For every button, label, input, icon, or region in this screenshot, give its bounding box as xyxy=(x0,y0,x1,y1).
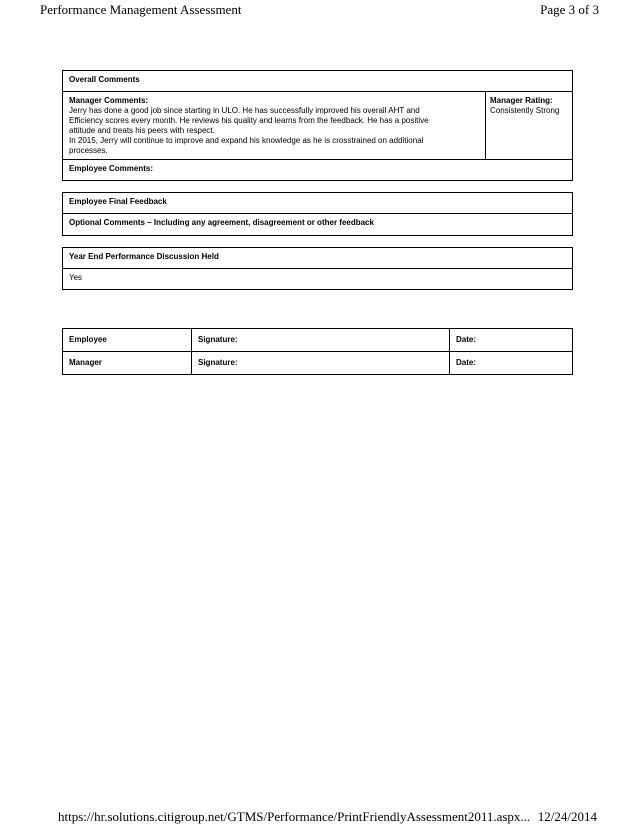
manager-comments-line: In 2015, Jerry will continue to improve and expand his knowledge as he is crosstrained on additional xyxy=(69,136,424,145)
page-number: Page 3 of 3 xyxy=(540,2,599,17)
manager-comments-line: Efficiency scores every month. He reviews his quality and learns from the feedback. He has a positive xyxy=(69,116,429,125)
final-feedback-title: Employee Final Feedback xyxy=(69,197,167,206)
signatures-section xyxy=(62,328,573,375)
manager-comments-cell xyxy=(63,92,486,159)
optional-comments-label: Optional Comments – Including any agreement, disagreement or other feedback xyxy=(63,213,572,235)
signature-role: Employee xyxy=(63,329,192,352)
discussion-value: Yes xyxy=(63,268,572,289)
manager-rating-cell xyxy=(486,92,572,159)
final-feedback-section xyxy=(62,192,573,236)
manager-comments-line: attitude and treats his peers with respect. xyxy=(69,126,215,135)
signature-field[interactable]: Signature: xyxy=(192,329,450,352)
manager-comments-line: processes. xyxy=(69,146,108,155)
manager-comments-row xyxy=(63,91,572,159)
manager-comments-label: Manager Comments: xyxy=(69,96,149,105)
signatures-table xyxy=(62,328,573,375)
footer-url[interactable]: https://hr.solutions.citigroup.net/GTMS/Performance/PrintFriendlyAssessment2011.aspx... xyxy=(58,809,531,824)
discussion-section xyxy=(62,247,573,290)
date-field[interactable]: Date: xyxy=(450,352,573,375)
manager-rating-value: Consistently Strong xyxy=(490,106,560,115)
footer-date: 12/24/2014 xyxy=(537,809,597,824)
signature-field[interactable]: Signature: xyxy=(192,352,450,375)
signature-row-manager xyxy=(63,352,573,375)
date-field[interactable]: Date: xyxy=(450,329,573,352)
page-header-title: Performance Management Assessment xyxy=(40,2,242,17)
overall-comments-section xyxy=(62,70,573,181)
manager-rating-label: Manager Rating: xyxy=(490,96,553,105)
overall-comments-title: Overall Comments xyxy=(69,75,140,84)
signature-row-employee xyxy=(63,329,573,352)
discussion-title: Year End Performance Discussion Held xyxy=(69,252,219,261)
manager-comments-line: Jerry has done a good job since starting in ULO. He has successfully improved his overall AHT and xyxy=(69,106,420,115)
signature-role: Manager xyxy=(63,352,192,375)
employee-comments-label: Employee Comments: xyxy=(63,159,572,180)
